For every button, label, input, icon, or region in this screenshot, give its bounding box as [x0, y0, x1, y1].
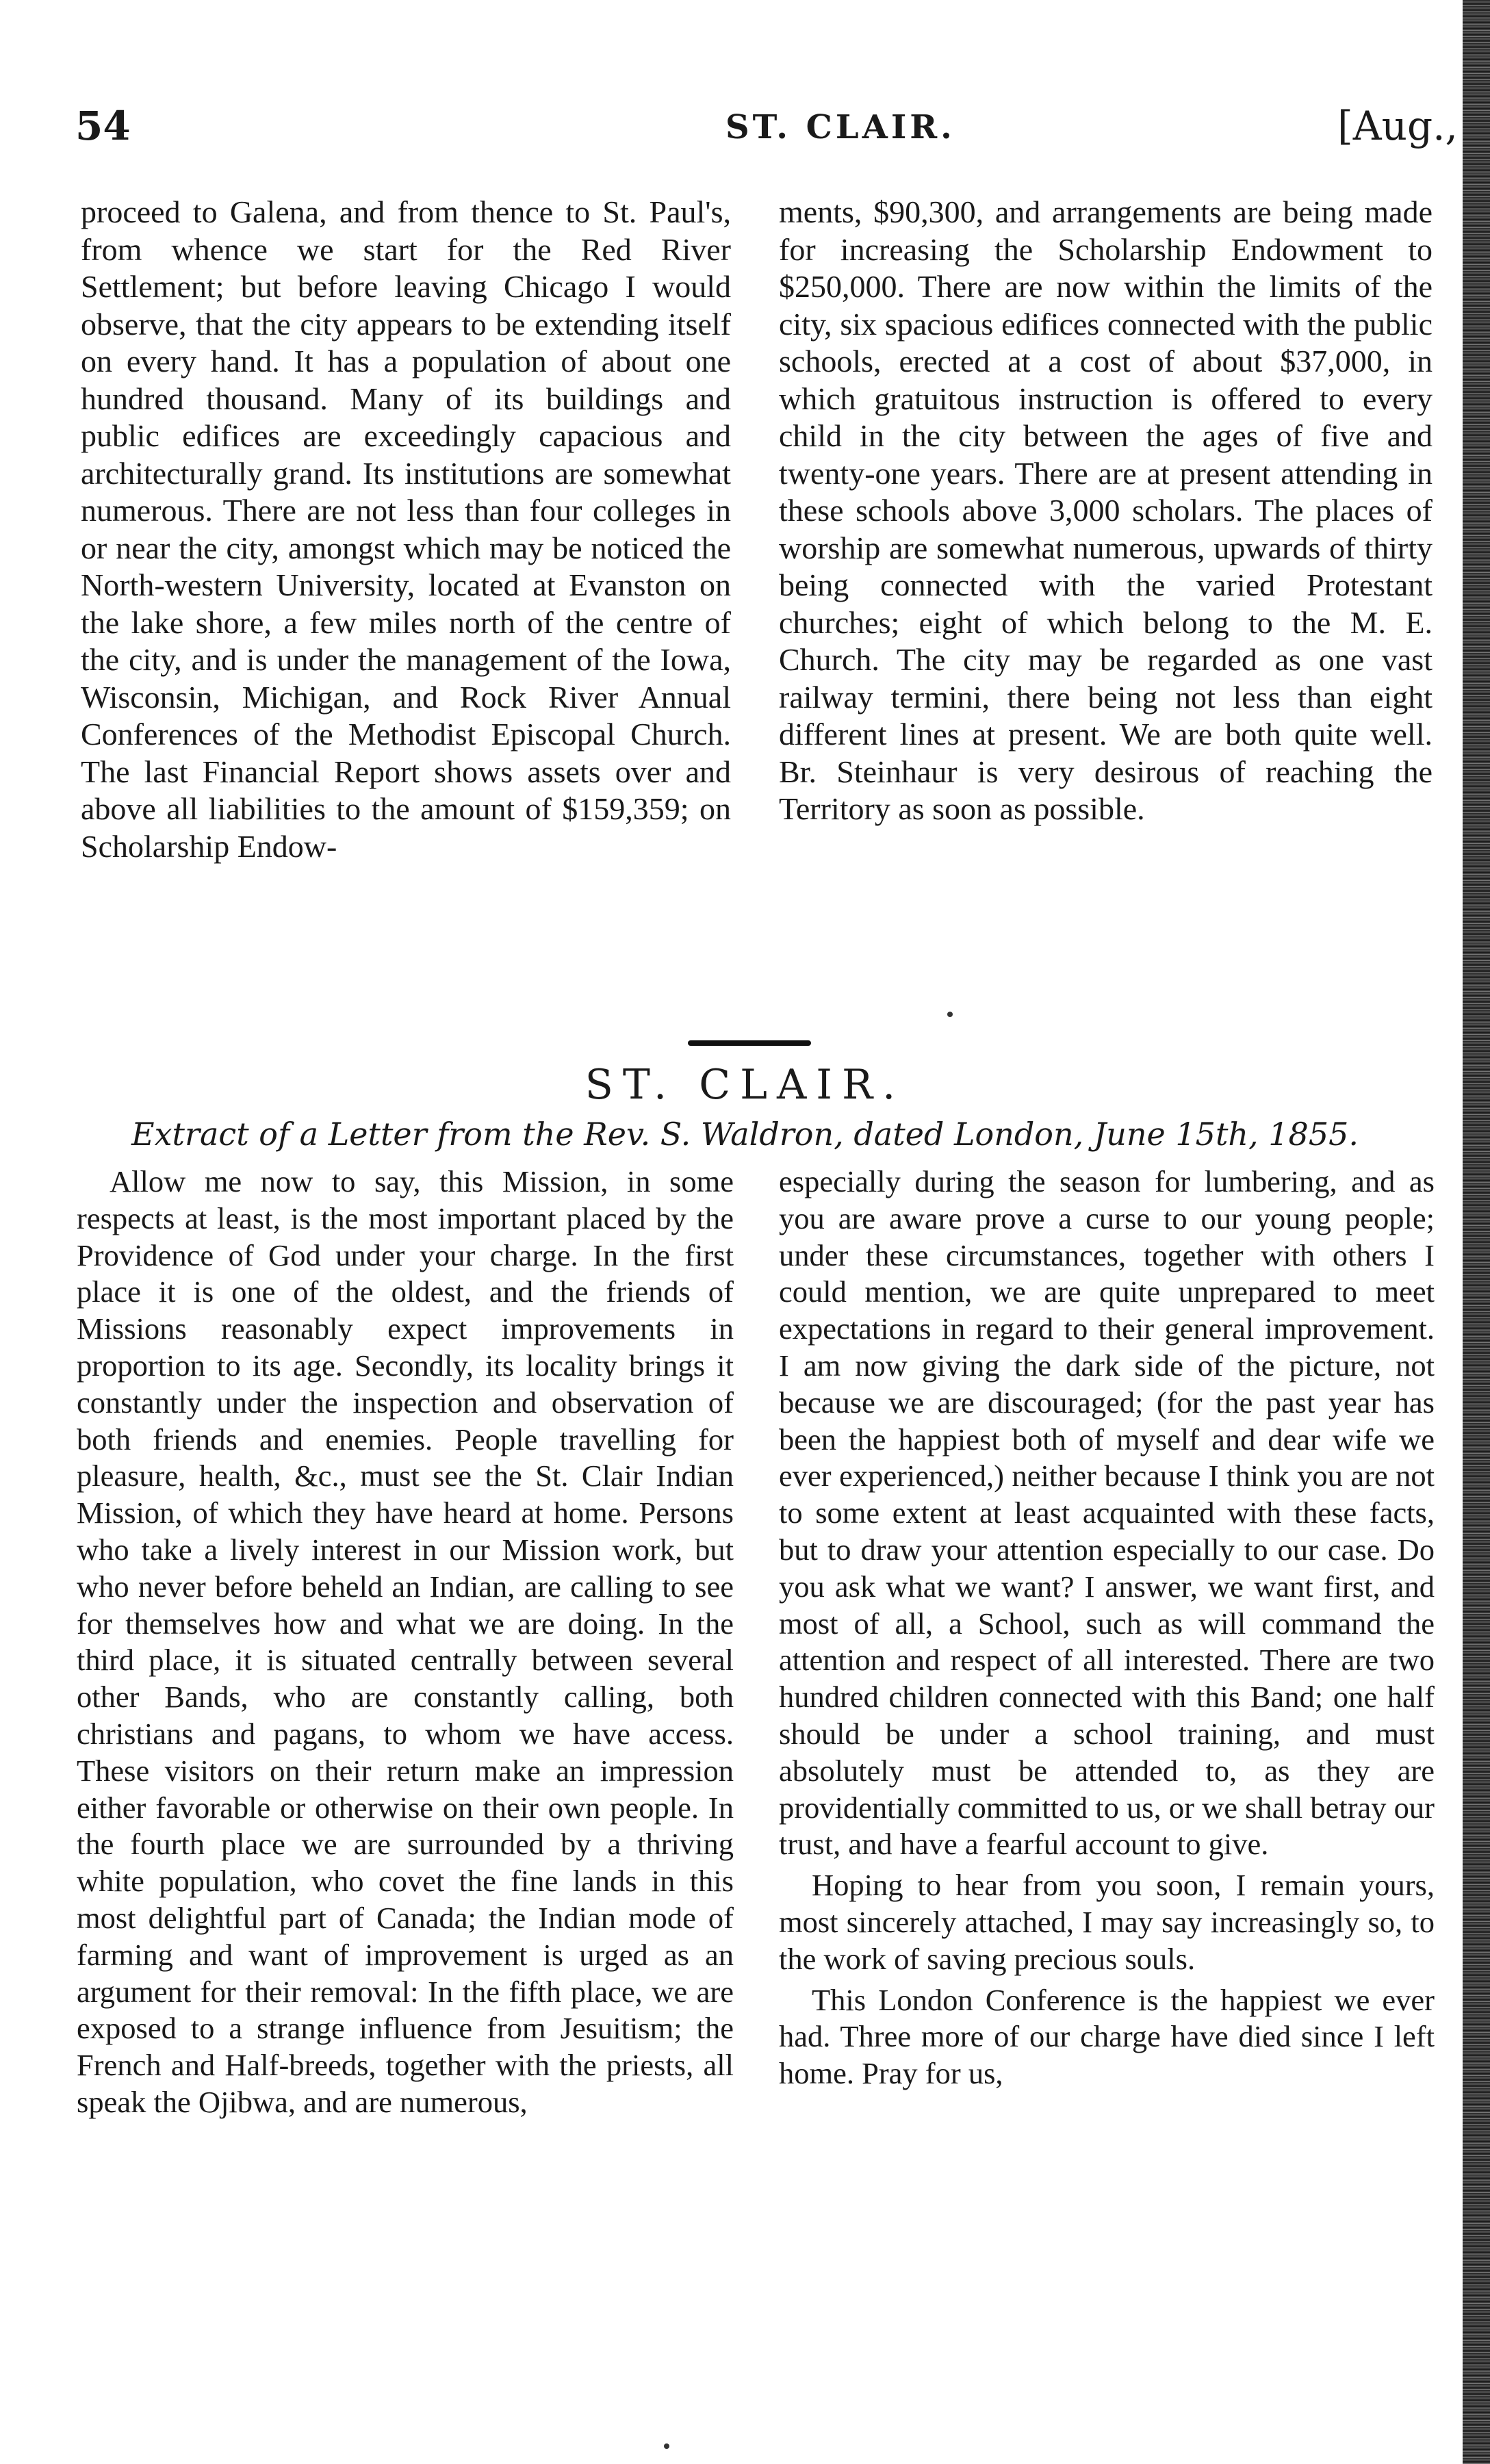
letter-paragraph-continued: especially during the season for lumbering, and as you are aware prove a curse to our young people; under these circumstances, together with others I could mention, we are quite unprepared to meet expectations in regard to their general improvement. I am now giving the dark side of the picture, not because we are discouraged; (for the past year has been the happiest both of myself and dear wife we ever experienced,) neither because I think you are not to some extent at least acquainted with these facts, but to draw your attention especially to our case. Do you ask what we want? I answer, we want first, and most of all, a School, such as will command the attention and respect of all interested. There are two hundred children connected with this Band; one half should be under a school training, and must absolutely must be attended to, as they are providentially committed to us, or we shall betray our trust, and have a fearful account to give. [779, 1164, 1435, 1862]
letter-paragraph: Allow me now to say, this Mission, in some respects at least, is the most important placed by the Providence of God under your charge. In the first place it is one of the oldest, and the friends of Missions reasonably expect improvements in proportion to its age. Secondly, its locality brings it constantly under the inspection and observation of both friends and enemies. People travelling for pleasure, health, &c., must see the St. Clair Indian Mission, of which they have heard at home. Persons who take a lively interest in our Mission work, but who never before beheld an Indian, are calling to see for themselves how and what we are doing. In the third place, it is situated centrally between several other Bands, who are constantly calling, both christians and pagans, to whom we have access. These visitors on their return make an impression either favorable or otherwise on their own people. In the fourth place we are surrounded by a thriving white population, who covet the fine lands in this most delightful part of Canada; the Indian mode of farming and want of improvement is urged as an argument for their removal: In the fifth place, we are exposed to a strange influence from Jesuitism; the French and Half-breeds, together with the priests, all speak the Ojibwa, and are numerous, [77, 1164, 734, 2119]
section-divider [688, 1040, 811, 1046]
page-header [75, 103, 1458, 164]
print-speck [947, 1012, 953, 1017]
lower-left-column [77, 1164, 734, 2121]
print-speck [664, 2443, 669, 2449]
upper-right-column [779, 194, 1433, 828]
letter-postscript: This London Conference is the happiest we ever had. Three more of our charge have died since I left home. Pray for us, [779, 1982, 1435, 2091]
running-title: ST. CLAIR. [725, 108, 955, 146]
page-number: 54 [75, 103, 131, 149]
issue-month: [Aug., [1337, 103, 1458, 149]
lower-right-column [779, 1164, 1435, 2092]
upper-left-column [81, 194, 731, 865]
upper-right-paragraph: ments, $90,300, and arrangements are being made for increasing the Scholarship Endowment to $250,000. There are now within the limits of the city, six spacious edifices connected with the public schools, erected at a cost of about $37,000, in which gratuitous instruction is offered to every child in the city between the ages of five and twenty-one years. There are at present attending in these schools above 3,000 scholars. The places of worship are somewhat numerous, upwards of thirty being connected with the varied Protestant churches; eight of which belong to the M. E. Church. The city may be regarded as one vast railway termini, there being not less than eight different lines at present. We are both quite well. Br. Steinhaur is very desirous of reaching the Territory as soon as possible. [779, 194, 1433, 826]
book-spine-edge [1463, 0, 1490, 2464]
article-title: ST. CLAIR. [585, 1061, 905, 1109]
article-subtitle: Extract of a Letter from the Rev. S. Waldron, dated London, June 15th, 1855. [131, 1116, 1359, 1153]
upper-left-paragraph: proceed to Galena, and from thence to St. Paul's, from whence we start for the Red River Settlement; but before leaving Chicago I would observe, that the city appears to be extending itself on every hand. It has a population of about one hundred thousand. Many of its buildings and public edifices are exceedingly capacious and architecturally grand. Its institutions are somewhat numerous. There are not less than four colleges in or near the city, amongst which may be noticed the North-western University, located at Evanston on the lake shore, a few miles north of the centre of the city, and is under the management of the Iowa, Wisconsin, Michigan, and Rock River Annual Conferences of the Methodist Episcopal Church. The last Financial Report shows assets over and above all liabilities to the amount of $159,359; on Scholarship Endow- [81, 194, 731, 864]
letter-closing: Hoping to hear from you soon, I remain yours, most sincerely attached, I may say increasingly so, to the work of saving precious souls. [779, 1868, 1435, 1976]
